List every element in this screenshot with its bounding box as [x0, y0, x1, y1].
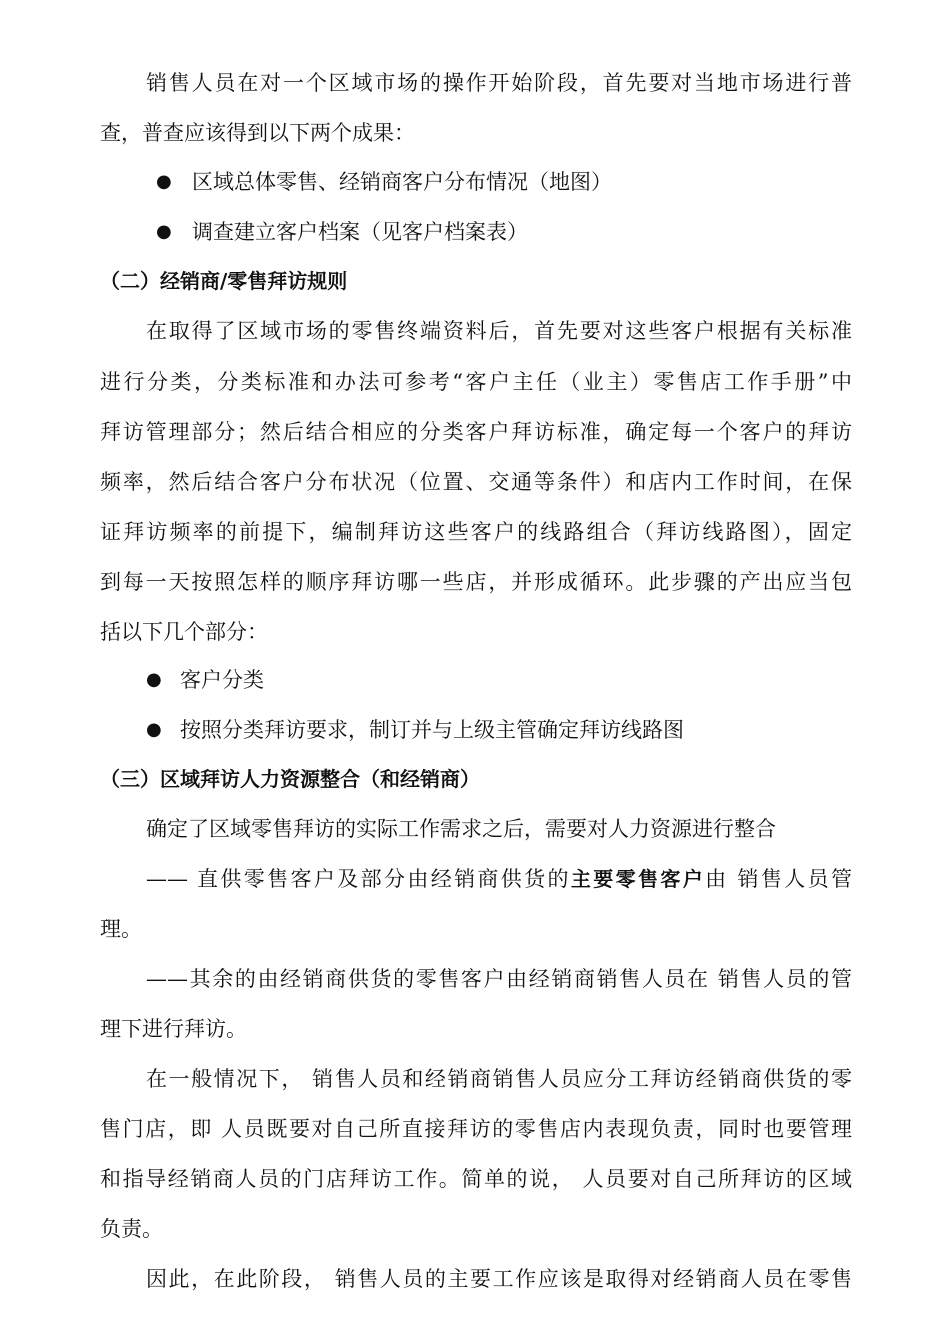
paragraph-2-line-6: 到每一天按照怎样的顺序拜访哪一些店，并形成循环。此步骤的产出应当包 — [100, 570, 852, 594]
paragraph-2-line-4: 频率，然后结合客户分布状况（位置、交通等条件）和店内工作时间，在保 — [100, 470, 852, 494]
paragraph-2-line-7: 括以下几个部分： — [100, 620, 268, 644]
paragraph-3: 确定了区域零售拜访的实际工作需求之后，需要对人力资源进行整合 — [146, 817, 776, 841]
paragraph-5-line-1: ——其余的由经销商供货的零售客户由经销商销售人员在 销售人员的管 — [146, 967, 852, 991]
paragraph-2-line-5: 证拜访频率的前提下，编制拜访这些客户的线路组合（拜访线路图），固定 — [100, 520, 852, 544]
paragraph-4-line-2: 理。 — [100, 917, 142, 941]
paragraph-6-line-2: 售门店，即 人员既要对自己所直接拜访的零售店内表现负责，同时也要管理 — [100, 1117, 852, 1141]
key-retail-customers-emphasis: 主要零售客户 — [570, 867, 706, 891]
section-heading-2: （二）经销商/零售拜访规则 — [100, 269, 348, 293]
paragraph-4-text-pre: —— 直供零售客户及部分由经销商供货的 — [146, 867, 571, 891]
paragraph-2-line-2: 进行分类，分类标准和办法可参考“客户主任（业主）零售店工作手册”中 — [100, 370, 852, 394]
paragraph-4-text-post: 由 销售人员管 — [705, 867, 852, 891]
paragraph-2-line-3: 拜访管理部分；然后结合相应的分类客户拜访标准，确定每一个客户的拜访 — [100, 420, 852, 444]
paragraph-5-line-2: 理下进行拜访。 — [100, 1017, 247, 1041]
paragraph-6-line-3: 和指导经销商人员的门店拜访工作。简单的说， 人员要对自己所拜访的区域 — [100, 1167, 852, 1191]
paragraph-6-line-4: 负责。 — [100, 1217, 163, 1241]
paragraph-1-line-2: 查，普查应该得到以下两个成果： — [100, 121, 415, 145]
paragraph-4-line-1 — [146, 864, 852, 894]
bullet-item-4: 按照分类拜访要求，制订并与上级主管确定拜访线路图 — [180, 718, 684, 742]
bullet-icon: ● — [156, 221, 172, 242]
paragraph-7-line-1: 因此，在此阶段， 销售人员的主要工作应该是取得对经销商人员在零售 — [146, 1267, 852, 1291]
paragraph-1-line-1: 销售人员在对一个区域市场的操作开始阶段，首先要对当地市场进行普 — [146, 71, 852, 95]
bullet-icon: ● — [156, 171, 172, 192]
paragraph-6-line-1: 在一般情况下， 销售人员和经销商销售人员应分工拜访经销商供货的零 — [146, 1067, 852, 1091]
bullet-item-2: 调查建立客户档案（见客户档案表） — [192, 220, 528, 244]
bullet-icon: ● — [146, 669, 162, 690]
bullet-icon: ● — [146, 719, 162, 740]
paragraph-2-line-1: 在取得了区域市场的零售终端资料后，首先要对这些客户根据有关标准 — [146, 319, 852, 343]
bullet-item-3: 客户分类 — [180, 668, 264, 692]
section-heading-3: （三）区域拜访人力资源整合（和经销商） — [100, 767, 480, 791]
bullet-item-1: 区域总体零售、经销商客户分布情况（地图） — [192, 170, 612, 194]
